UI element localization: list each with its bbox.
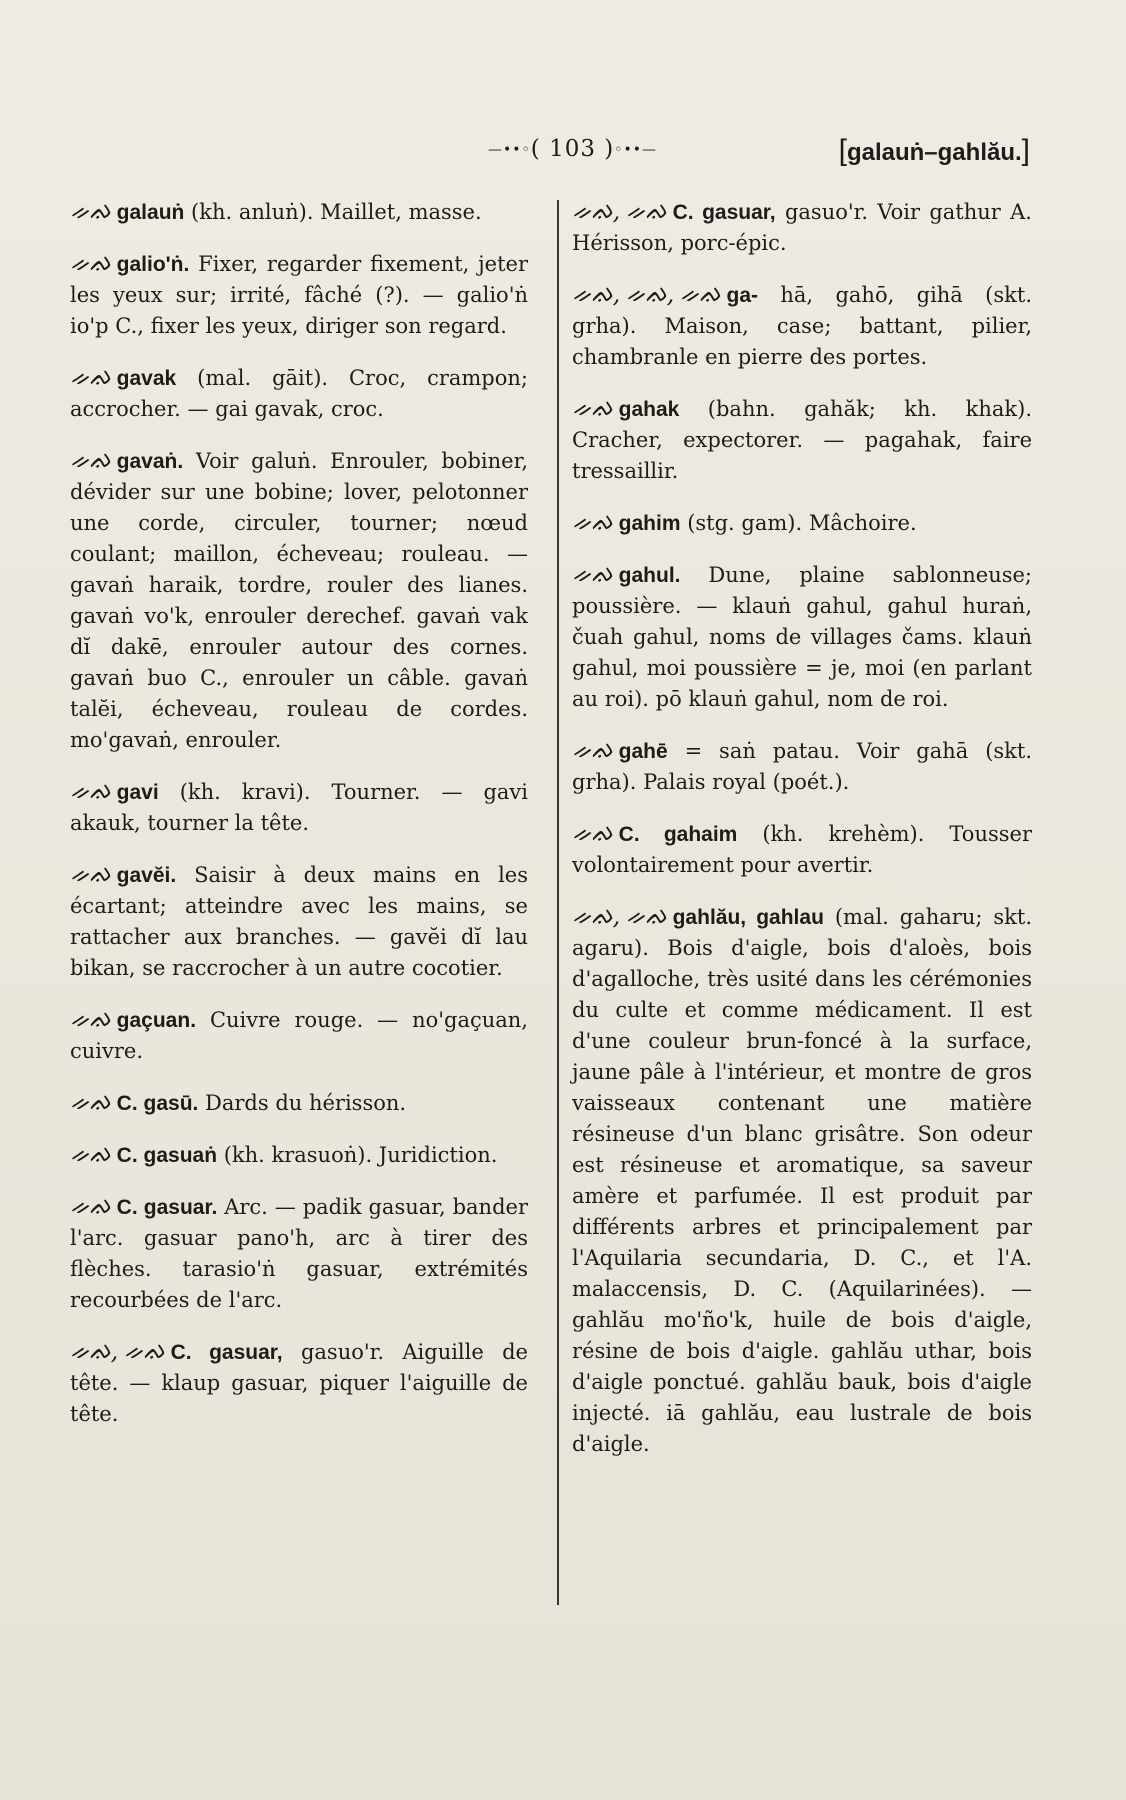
cham-script-headword: ᨀᨁ bbox=[70, 1140, 111, 1168]
definition: Dards du hérisson. bbox=[198, 1091, 407, 1115]
cham-script-headword: ᨀᨁ bbox=[572, 508, 613, 536]
dictionary-entry bbox=[572, 901, 1032, 1460]
cham-script-headword: ᨀᨁ bbox=[70, 1088, 111, 1116]
definition: Voir galuṅ. Enrouler, bobiner, dévider sur une bobine; lover, pelotonner une corde, circuler, tourner; nœud coulant; maillon, écheveau; rouleau. — gavaṅ haraik, tordre, rouler des lianes. gavaṅ vo'k, enrouler derechef. gavaṅ vak dĭ dakē, enrouler autour des cornes. gavaṅ buo C., enrouler un câble. gavaṅ talĕi, écheveau, rouleau de cordes. mo'gavaṅ, enrouler. bbox=[70, 449, 528, 752]
headword: C. gasuar, bbox=[170, 1341, 283, 1364]
cham-script-headword: ᨀᨁ bbox=[70, 1005, 111, 1033]
headword: C. gasuar, bbox=[672, 201, 776, 224]
headword: gahlău, gahlau bbox=[672, 906, 824, 929]
headword: gavi bbox=[116, 781, 159, 804]
cham-script-headword: ᨀᨁ, ᨀᨁ bbox=[70, 1337, 165, 1365]
cham-script-headword: ᨀᨁ bbox=[70, 363, 111, 391]
running-head-text: galauṅ–gahlău. bbox=[846, 139, 1022, 166]
headword: C. gahaim bbox=[618, 823, 738, 846]
headword: C. gasū. bbox=[116, 1092, 199, 1115]
headword: gahak bbox=[618, 398, 680, 421]
cham-script-headword: ᨀᨁ bbox=[70, 197, 111, 225]
headword: C. gasuar. bbox=[116, 1196, 218, 1219]
dictionary-entry bbox=[70, 1191, 528, 1316]
definition: gasuo'r. Voir gathur A. Hérisson, porc-épic. bbox=[572, 200, 1032, 255]
headword: ga- bbox=[726, 284, 759, 307]
dictionary-entry bbox=[70, 248, 528, 342]
page-header bbox=[0, 136, 1126, 176]
dictionary-entry bbox=[572, 818, 1032, 881]
definition: = saṅ patau. Voir gahā (skt. grha). Palais royal (poét.). bbox=[572, 739, 1032, 794]
page-number: —••◦( 103 )◦••— bbox=[488, 136, 658, 162]
headword: gavaṅ. bbox=[116, 450, 184, 473]
cham-script-headword: ᨀᨁ bbox=[70, 860, 111, 888]
headword: gahē bbox=[618, 740, 668, 763]
definition: (kh. anluṅ). Maillet, masse. bbox=[184, 200, 482, 224]
headword: galio'ṅ. bbox=[116, 253, 190, 276]
dictionary-entry bbox=[572, 279, 1032, 373]
page-number-text: ( 103 ) bbox=[530, 136, 615, 162]
column-divider bbox=[557, 200, 559, 1605]
headword: gahul. bbox=[618, 564, 681, 587]
definition: Arc. — padik gasuar, bander l'arc. gasuar pano'h, arc à tirer des flèches. tarasio'ṅ gasuar, extrémités recourbées de l'arc. bbox=[70, 1195, 528, 1312]
headword: gavĕi. bbox=[116, 864, 177, 887]
dictionary-entry bbox=[572, 393, 1032, 487]
cham-script-headword: ᨀᨁ bbox=[572, 394, 613, 422]
cham-script-headword: ᨀᨁ bbox=[572, 560, 613, 588]
cham-script-headword: ᨀᨁ bbox=[70, 249, 111, 277]
dictionary-entry bbox=[70, 1087, 528, 1119]
cham-script-headword: ᨀᨁ bbox=[572, 736, 613, 764]
definition: (kh. krehèm). Tousser volontairement pour avertir. bbox=[572, 822, 1032, 877]
dictionary-entry bbox=[70, 362, 528, 425]
headword: gaçuan. bbox=[116, 1009, 197, 1032]
headword: galauṅ bbox=[116, 201, 185, 224]
dictionary-entry bbox=[70, 196, 528, 228]
headword: C. gasuaṅ bbox=[116, 1144, 218, 1167]
definition: (mal. gaharu; skt. agaru). Bois d'aigle, bois d'aloès, bois d'agalloche, très usité dans les cérémonies du culte et comme médicament. Il est d'une couleur brun-foncé à la surface, jaune pâle à l'intérieur, et montre de gros vaisseaux contenant une matière résineuse d'un blanc grisâtre. Son odeur est résineuse et aromatique, sa saveur amère et parfumée. Il est produit par différents arbres et principalement par l'Aquilaria secundaria, D. C., et l'A. malaccensis, D. C. (Aquilarinées). — gahlău mo'ño'k, huile de bois d'aigle, résine de bois d'aigle. gahlău uthar, bois d'aigle ponctué. gahlău bauk, bois d'aigle injecté. iā gahlău, eau lustrale de bois d'aigle. bbox=[572, 905, 1032, 1456]
cham-script-headword: ᨀᨁ bbox=[572, 819, 613, 847]
left-column bbox=[70, 196, 528, 1450]
cham-script-headword: ᨀᨁ bbox=[70, 446, 111, 474]
dictionary-entry bbox=[572, 735, 1032, 798]
dictionary-entry bbox=[572, 559, 1032, 715]
dictionary-entry bbox=[572, 196, 1032, 259]
definition: (bahn. gahăk; kh. khak). Cracher, expectorer. — pagahak, faire tressaillir. bbox=[572, 397, 1032, 483]
definition: (stg. gam). Mâchoire. bbox=[680, 511, 917, 535]
dictionary-entry bbox=[70, 776, 528, 839]
cham-script-headword: ᨀᨁ, ᨀᨁ, ᨀᨁ bbox=[572, 280, 721, 308]
dictionary-entry bbox=[70, 1139, 528, 1171]
definition: Saisir à deux mains en les écartant; atteindre avec les mains, se rattacher aux branches. — gavĕi dĭ lau bikan, se raccrocher à un autre cocotier. bbox=[70, 863, 528, 980]
definition: Dune, plaine sablonneuse; poussière. — klauṅ gahul, gahul huraṅ, čuah gahul, noms de villages čams. klauṅ gahul, moi poussière = je, moi (en parlant au roi). pō klauṅ gahul, nom de roi. bbox=[572, 563, 1032, 711]
dictionary-entry bbox=[572, 507, 1032, 539]
headword: gavak bbox=[116, 367, 177, 390]
headword: gahim bbox=[618, 512, 681, 535]
definition: hā, gahō, gihā (skt. grha). Maison, case; battant, pilier, chambranle en pierre des portes. bbox=[572, 283, 1032, 369]
running-head: [galauṅ–gahlău.] bbox=[838, 134, 1030, 167]
right-column bbox=[572, 196, 1032, 1480]
definition: (kh. kravi). Tourner. — gavi akauk, tourner la tête. bbox=[70, 780, 528, 835]
dictionary-entry bbox=[70, 1336, 528, 1430]
dictionary-entry bbox=[70, 859, 528, 984]
cham-script-headword: ᨀᨁ bbox=[70, 777, 111, 805]
cham-script-headword: ᨀᨁ, ᨀᨁ bbox=[572, 197, 667, 225]
dictionary-entry bbox=[70, 445, 528, 756]
definition: (mal. gāit). Croc, crampon; accrocher. — gai gavak, croc. bbox=[70, 366, 528, 421]
dictionary-entry bbox=[70, 1004, 528, 1067]
definition: Cuivre rouge. — no'gaçuan, cuivre. bbox=[70, 1008, 528, 1063]
definition: Fixer, regarder fixement, jeter les yeux sur; irrité, fâché (?). — galio'ṅ io'p C., fixer les yeux, diriger son regard. bbox=[70, 252, 528, 338]
definition: gasuo'r. Aiguille de tête. — klaup gasuar, piquer l'aiguille de tête. bbox=[70, 1340, 528, 1426]
definition: (kh. krasuoṅ). Juridiction. bbox=[217, 1143, 498, 1167]
cham-script-headword: ᨀᨁ, ᨀᨁ bbox=[572, 902, 667, 930]
cham-script-headword: ᨀᨁ bbox=[70, 1192, 111, 1220]
